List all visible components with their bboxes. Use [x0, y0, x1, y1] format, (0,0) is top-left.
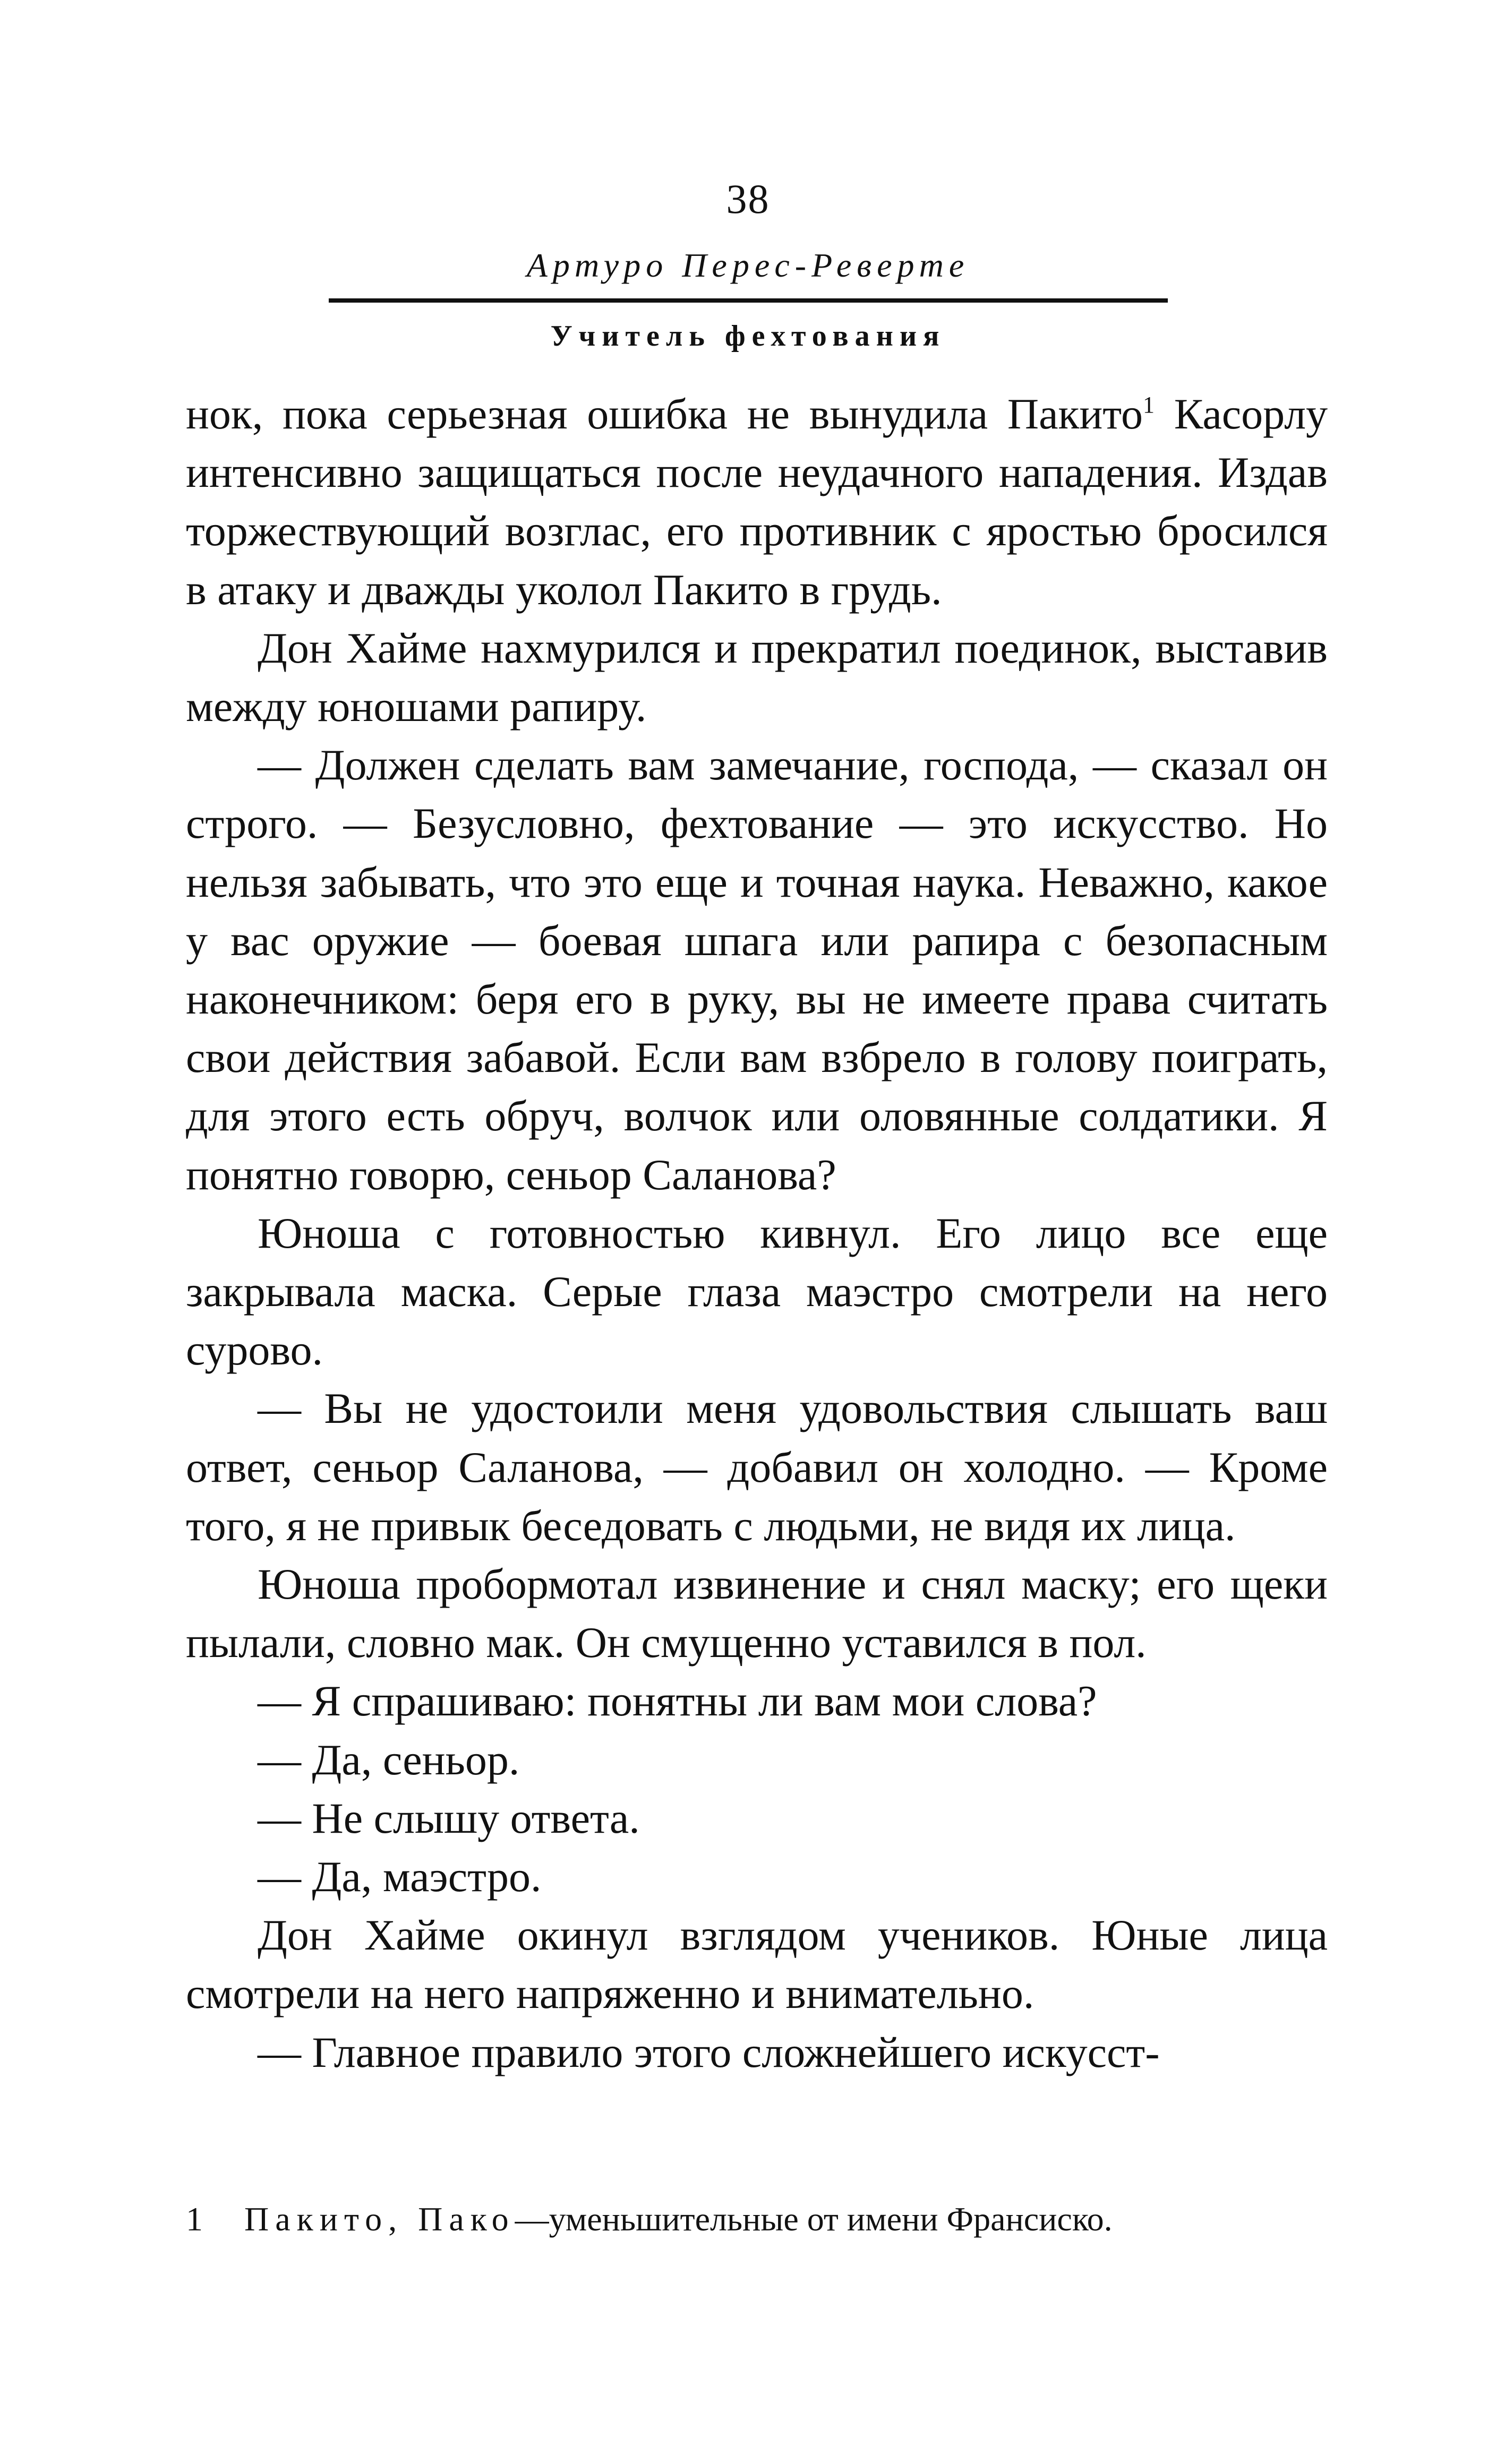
paragraph-11: Дон Хайме окинул взглядом учеников. Юные лица смотрели на него напряженно и внимательно.	[186, 1911, 1328, 2018]
body-text	[186, 385, 1328, 2082]
footnote-text: —уменьшительные от имени Франсиско.	[515, 2200, 1113, 2238]
paragraph-5: — Вы не удостоили меня удовольствия слышать ваш ответ, сеньор Саланова, — добавил он холодно. — Кроме того, я не привык беседовать с людьми, не видя их лица.	[186, 1384, 1328, 1550]
running-header	[0, 175, 1496, 354]
paragraph-7: — Я спрашиваю: понятны ли вам мои слова?	[258, 1677, 1097, 1725]
book-title: Учитель фехтования	[550, 320, 946, 353]
paragraph-4: Юноша с готовностью кивнул. Его лицо все еще закрывала маска. Серые глаза маэстро смотрели на него сурово.	[186, 1208, 1328, 1375]
page-number: 38	[726, 176, 770, 222]
paragraph-6: Юноша пробормотал извинение и снял маску; его щеки пылали, словно мак. Он смущенно уставился в пол.	[186, 1560, 1328, 1667]
footnote	[186, 2198, 1328, 2240]
paragraph-12: — Главное правило этого сложнейшего искусст-	[258, 2028, 1160, 2076]
paragraph-3: — Должен сделать вам замечание, господа, — сказал он строго. — Безусловно, фехтование — это искусство. Но нельзя забывать, что это еще и точная наука. Неважно, какое у вас оружие — боевая шпага или рапира с безопасным наконечником: беря его в руку, вы не имеете права считать свои действия забавой. Если вам взбрело в голову поиграть, для этого есть обруч, волчок или оловянные солдатики. Я понятно говорю, сеньор Саланова?	[186, 741, 1328, 1199]
header-divider	[329, 298, 1168, 303]
paragraph-2: Дон Хайме нахмурился и прекратил поединок, выставив между юношами рапиру.	[186, 623, 1328, 731]
footnote-number: 1	[186, 2200, 203, 2238]
paragraph-1-end: Касорлу интенсивно защищаться после неудачного нападения. Издав торжествующий возглас, его противник с яростью бросился в атаку и дважды уколол Пакито в грудь.	[186, 390, 1328, 614]
paragraph-8: — Да, сеньор.	[258, 1735, 520, 1784]
paragraph-10: — Да, маэстро.	[258, 1852, 542, 1901]
footnote-reference[interactable]: 1	[1143, 392, 1155, 418]
paragraph-1-start: нок, пока серьезная ошибка не вынудила Пакито	[186, 390, 1143, 438]
author-name: Артуро Перес-Реверте	[526, 246, 970, 284]
paragraph-1	[186, 385, 1328, 619]
footnote-term: Пакито, Пако	[244, 2200, 515, 2238]
paragraph-9: — Не слышу ответа.	[258, 1793, 640, 1842]
